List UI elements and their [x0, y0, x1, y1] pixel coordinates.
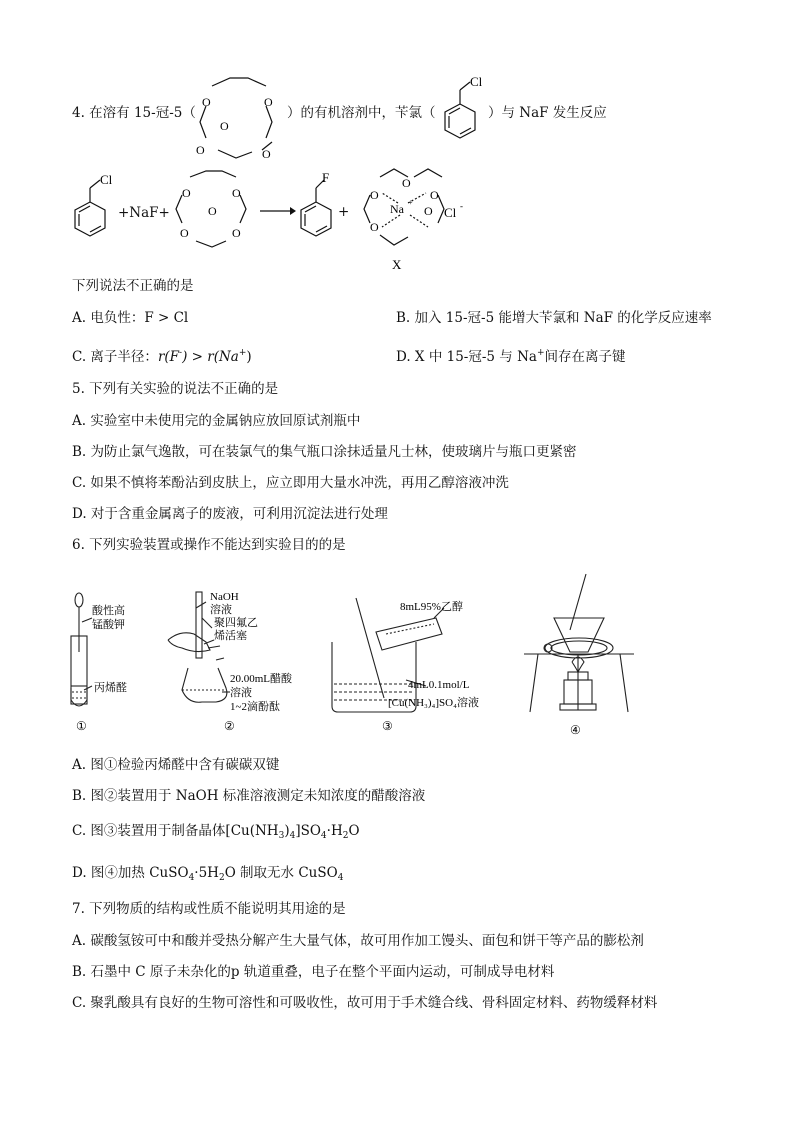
figure-number-2: ②: [224, 719, 235, 733]
q4-option-d: [396, 344, 626, 366]
oxygen-atom: O: [264, 95, 273, 109]
option-c-part-c: ]SO: [295, 823, 321, 839]
label-ptfe-1: 聚四氟乙: [214, 617, 258, 629]
label-acetic-acid: 20.00mL醋酸: [230, 673, 293, 685]
oxygen-atom: O: [182, 186, 191, 200]
chlorine-atom: Cl: [470, 74, 483, 89]
q7-option-b: B. 石墨中 C 原子未杂化的p 轨道重叠，电子在整个平面内运动，可制成导电材料: [72, 964, 555, 980]
sodium-atom: Na: [390, 202, 404, 216]
figure-2-titration: [160, 588, 320, 738]
q5-option-b: B. 为防止氯气逸散，可在装氯气的集气瓶口涂抹适量凡士林，使玻璃片与瓶口更紧密: [72, 444, 577, 460]
fluorine-atom: F: [322, 170, 330, 185]
q4-option-a: A. 电负性：F > Cl: [72, 310, 189, 326]
reaction-plus: +: [338, 204, 350, 220]
option-d-part-a: D. 图④加热 CuSO: [72, 865, 189, 881]
radius-formula-na: ) > r(Na: [182, 349, 239, 365]
oxygen-atom: O: [262, 147, 271, 161]
q6-option-b: B. 图②装置用于 NaOH 标准溶液测定未知浓度的醋酸溶液: [72, 788, 426, 804]
chloride-charge: -: [460, 201, 463, 211]
subscript-3: 3: [278, 831, 285, 841]
oxygen-atom: O: [370, 188, 379, 202]
option-d-part-c: O 制取无水 CuSO: [224, 865, 338, 881]
figure-4-heating: [518, 572, 638, 742]
option-c-prefix: C. 离子半径：: [72, 349, 158, 365]
oxygen-atom: O: [196, 143, 205, 157]
radius-formula-close: ): [246, 349, 252, 365]
subscript-2: 2: [218, 873, 225, 883]
option-c-part-e: O: [348, 823, 360, 839]
q4-option-b: B. 加入 15-冠-5 能增大苄氯和 NaF 的化学反应速率: [396, 310, 712, 326]
reaction-plus-naf: +NaF+: [118, 205, 170, 221]
q7-option-c: C. 聚乳酸具有良好的生物可溶性和可吸收性，故可用于手术缝合线、骨科固定材料、药物缓释材料: [72, 995, 658, 1011]
q5-option-a: A. 实验室中未使用完的金属钠应放回原试剂瓶中: [72, 413, 361, 429]
q4-stem-b: ）的有机溶剂中，苄氯（: [287, 105, 436, 121]
superscript-plus: +: [238, 348, 247, 358]
option-c-part-a: C. 图③装置用于制备晶体[Cu(NH: [72, 823, 279, 839]
oxygen-atom: O: [232, 186, 241, 200]
q5-option-c: C. 如果不慎将苯酚沾到皮肤上，应立即用大量水冲洗，再用乙醇溶液冲洗: [72, 475, 509, 491]
q5-stem: 5. 下列有关实验的说法不正确的是: [72, 381, 279, 397]
product-label-x: X: [392, 257, 402, 272]
oxygen-atom: O: [424, 204, 433, 218]
figure-number-4: ④: [570, 723, 581, 737]
q4-stem-a: 4. 在溶有 15-冠-5（: [72, 105, 196, 121]
figure-number-3: ③: [382, 719, 393, 733]
oxygen-atom: O: [232, 226, 241, 240]
figure-1-test-tube: [62, 588, 142, 738]
chlorine-atom: Cl: [100, 172, 113, 187]
label-concentration: 4mL0.1mol/L: [408, 679, 470, 691]
label-acrolein: 丙烯醛: [94, 682, 127, 694]
subscript-4: 4: [289, 831, 296, 841]
oxygen-atom: O: [402, 176, 411, 190]
label-phenolphthalein: 1~2滴酚酞: [230, 701, 280, 713]
label-naoh: NaOH: [210, 591, 239, 603]
complex-x-structure: [358, 165, 478, 275]
oxygen-atom: O: [370, 220, 379, 234]
q4-stem-c: ）与 NaF 发生反应: [488, 105, 607, 121]
benzyl-chloride-structure: [430, 74, 490, 144]
option-d-text-a: D. X 中 15-冠-5 与 Na: [396, 349, 537, 365]
label-solution-2: 溶液: [230, 687, 252, 699]
label-copper-complex: [Cu(NH₃)₄]SO₄溶液: [388, 697, 479, 709]
option-c-part-b: ): [284, 823, 290, 839]
subscript-4: 4: [320, 831, 327, 841]
radius-formula-f: r(F: [157, 349, 180, 365]
chloride-anion: Cl: [444, 205, 457, 220]
q7-stem: 7. 下列物质的结构或性质不能说明其用途的是: [72, 901, 346, 917]
q4-option-c: [72, 344, 252, 366]
option-c-part-d: ·H: [326, 823, 343, 839]
label-ethanol: 8mL95%乙醇: [400, 601, 463, 613]
figure-3-beaker: [326, 588, 506, 738]
oxygen-atom: O: [180, 226, 189, 240]
q6-stem: 6. 下列实验装置或操作不能达到实验目的的是: [72, 537, 346, 553]
sodium-charge: +: [408, 198, 413, 207]
oxygen-atom: O: [202, 95, 211, 109]
label-acidic-permanganate-2: 锰酸钾: [92, 619, 125, 631]
label-solution: 溶液: [210, 604, 232, 616]
option-d-text-b: 间存在离子键: [544, 349, 626, 365]
q6-option-d: [72, 864, 343, 887]
oxygen-atom: O: [220, 119, 229, 133]
q6-option-c: [72, 822, 360, 845]
reaction-arrow: [260, 205, 296, 217]
q4-prompt: 下列说法不正确的是: [72, 278, 194, 294]
q6-option-a: A. 图①检验丙烯醛中含有碳碳双键: [72, 757, 280, 773]
label-ptfe-2: 烯活塞: [214, 630, 247, 642]
q5-option-d: D. 对于含重金属离子的废液，可利用沉淀法进行处理: [72, 506, 388, 522]
oxygen-atom: O: [430, 188, 439, 202]
subscript-4: 4: [337, 873, 344, 883]
label-acidic-permanganate-1: 酸性高: [92, 605, 125, 617]
subscript-4: 4: [188, 873, 195, 883]
superscript-plus: +: [536, 348, 545, 358]
option-d-part-b: ·5H: [194, 865, 219, 881]
subscript-2: 2: [342, 831, 349, 841]
figure-number-1: ①: [76, 719, 87, 733]
benzyl-fluoride-structure: [296, 168, 341, 243]
reaction-crown-ether: [168, 165, 258, 250]
crown-ether-structure: [192, 70, 287, 160]
oxygen-atom: O: [208, 204, 217, 218]
q7-option-a: A. 碳酸氢铵可中和酸并受热分解产生大量气体，故可用作加工馒头、面包和饼干等产品的膨松剂: [72, 933, 644, 949]
superscript-minus: -: [179, 348, 183, 358]
reaction-benzyl-chloride: [70, 168, 120, 243]
